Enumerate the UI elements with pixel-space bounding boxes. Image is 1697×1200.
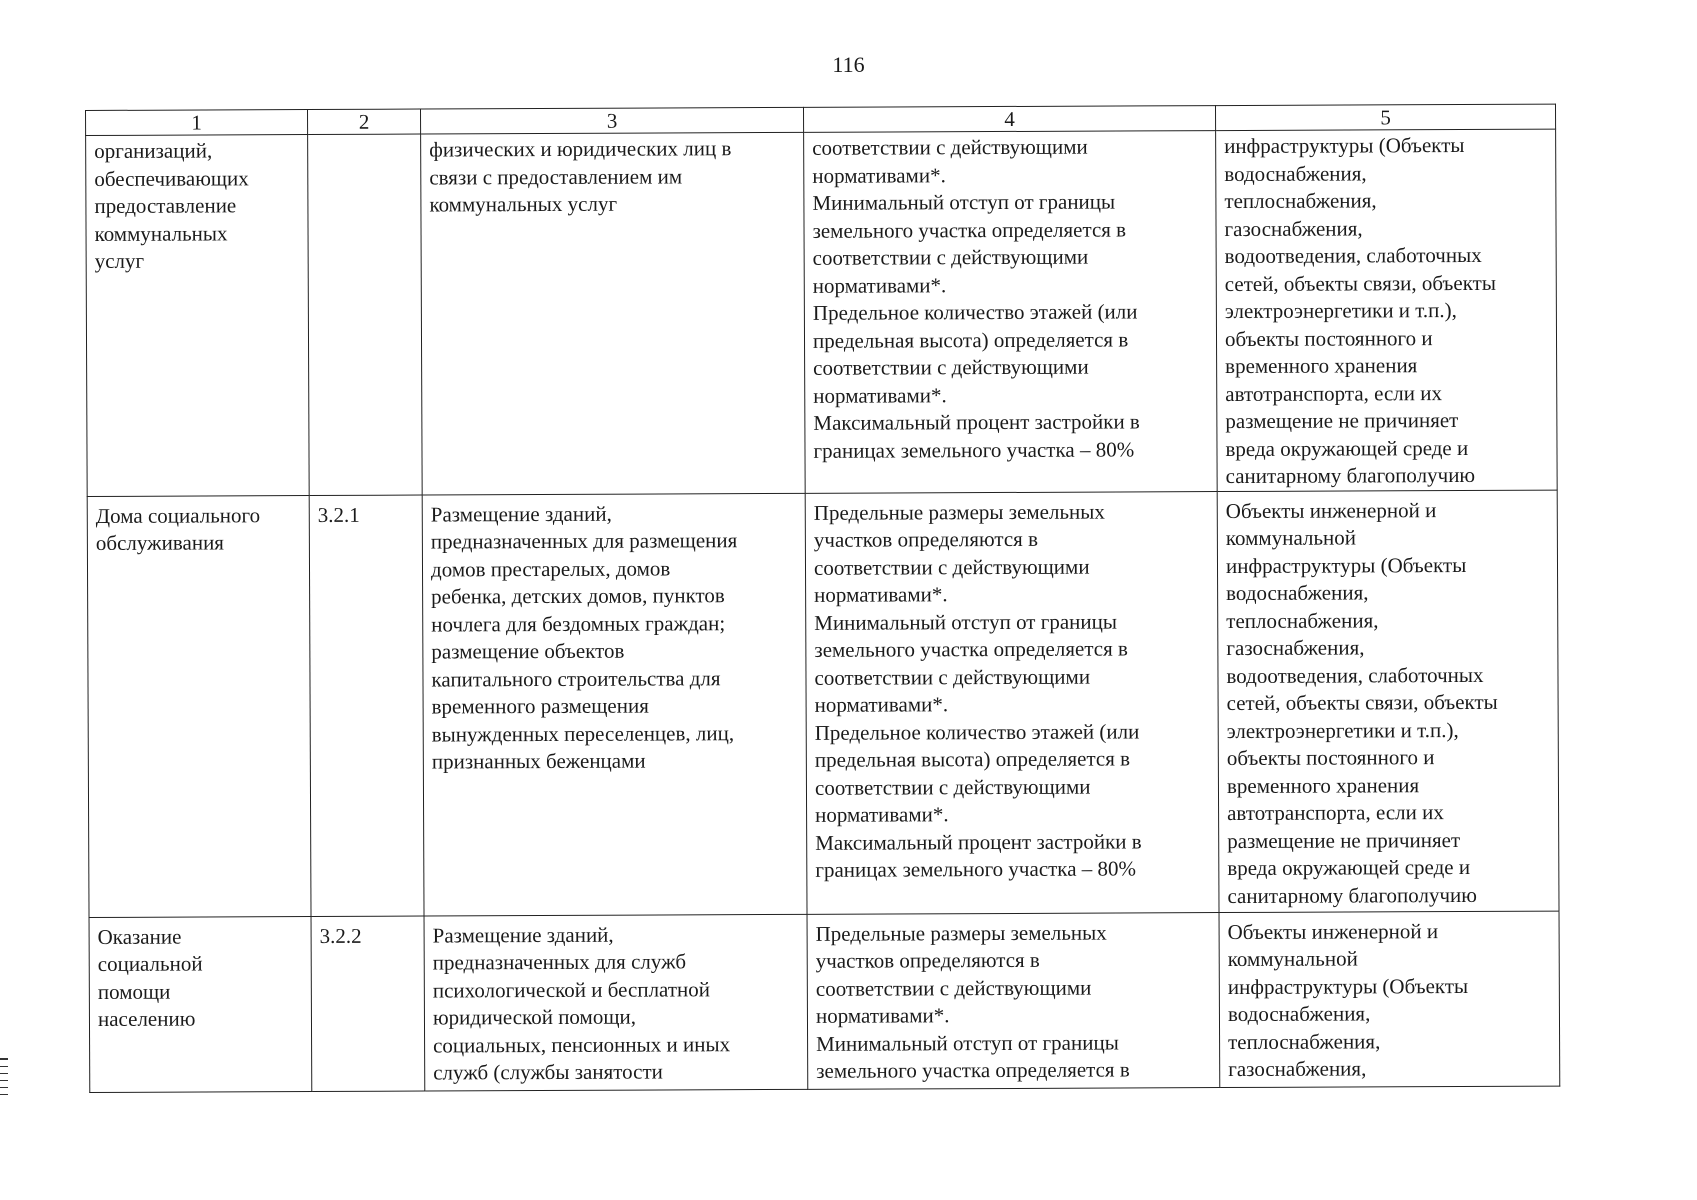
use-description-cell: физических и юридических лиц в связи с предоставлением им коммунальных услуг [421,132,806,494]
use-name-cell: организаций, обеспечивающих предоставление коммунальных услуг [86,135,310,496]
objects-cell: Объекты инженерной и коммунальной инфраструктуры (Объекты водоснабжения, теплоснабжения, газоснабжения, [1219,911,1560,1087]
objects-cell: Объекты инженерной и коммунальной инфраструктуры (Объекты водоснабжения, теплоснабжения, газоснабжения, водоотведения, слаботочных сетей, объекты связи, объекты электроэнергетики и т.п.), объекты постоянного и временного хранения автотранспорта, если их размещение не причиняет вреда окружающей среде и санитарному благополучию [1217,490,1559,912]
parameters-cell: Предельные размеры земельных участков определяются в соответствии с действующими нормативами*. Минимальный отступ от границы земельного участка определяется в [807,912,1220,1089]
parameters-cell: соответствии с действующими нормативами*. Минимальный отступ от границы земельного участка определяется в соответствии с действующими нормативами*. Предельное количество этажей (или предельная высота) определяется в соответствии с действующими нормативами*. Максимальный процент застройки в границах земельного участка – 80% [804,131,1218,493]
parameters-cell: Предельные размеры земельных участков определяются в соответствии с действующими нормативами*. Минимальный отступ от границы земельного участка определяется в соответствии с действующими нормативами*. Предельное количество этажей (или предельная высота) определяется в соответствии с действующими нормативами*. Максимальный процент застройки в границах земельного участка – 80% [805,491,1219,914]
page-number: 116 [832,52,865,77]
land-use-table [85,104,1560,1093]
column-header-1: 1 [86,110,308,136]
column-header-4: 4 [803,106,1215,133]
use-description-cell: Размещение зданий, предназначенных для размещения домов престарелых, домов ребенка, детских домов, пунктов ночлега для бездомных граждан; размещение объектов капитального строительства для временного размещения вынужденных переселенцев, лиц, признанных беженцами [422,493,807,916]
use-description-cell: Размещение зданий, предназначенных для служб психологической и бесплатной юридической помощи, социальных, пенсионных и иных служб (службы занятости [424,914,808,1091]
use-name-cell: Оказание социальной помощи населению [89,916,312,1092]
objects-cell: инфраструктуры (Объекты водоснабжения, теплоснабжения, газоснабжения, водоотведения, слаботочных сетей, объекты связи, объекты электроэнергетики и т.п.), объекты постоянного и временного хранения автотранспорта, если их размещение не причиняет вреда окружающей среде и санитарному благополучию [1216,129,1558,491]
use-code-cell [308,134,423,495]
table-row [86,129,1558,496]
column-header-3: 3 [420,107,803,134]
use-name-cell: Дома социального обслуживания [87,495,311,917]
table-row [89,911,1560,1092]
use-code-cell: 3.2.1 [309,495,424,916]
table-row [87,490,1559,917]
column-header-5: 5 [1215,104,1555,130]
scan-margin-marks [0,1058,8,1097]
column-header-2: 2 [308,109,421,134]
use-code-cell: 3.2.2 [311,916,425,1091]
